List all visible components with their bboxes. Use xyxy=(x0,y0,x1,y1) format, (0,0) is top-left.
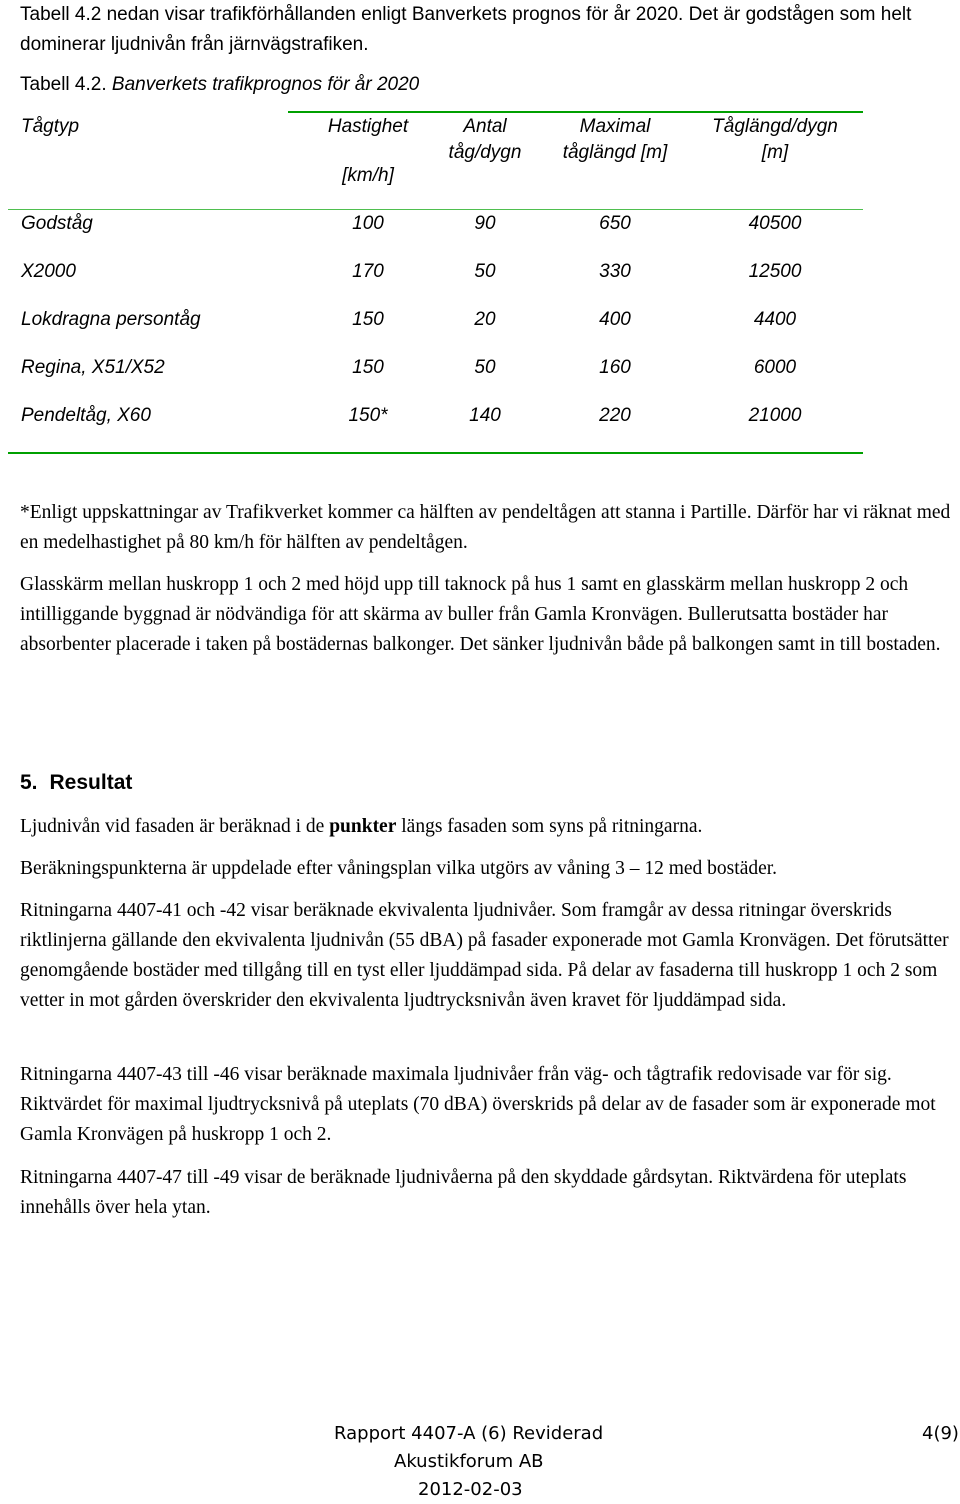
table-cell-max-length: 650 xyxy=(599,213,631,234)
table-cell-speed: 150 xyxy=(352,309,384,330)
table-caption xyxy=(20,70,419,100)
table-cell-speed: 170 xyxy=(352,261,384,282)
header-speed: Hastighet xyxy=(327,116,409,137)
results-paragraph-4: Ritningarna 4407-43 till -46 visar beräknade maximala ljudnivåer från väg- och tågtrafik redovisade var för sig. Riktvärdet för maximal ljudtrycksnivå på uteplats (70 dBA) överskrids på delar av de fasader som är exponerade mot Gamla Kronvägen på huskropp 1 och 2. xyxy=(20,1064,936,1145)
footer-company: Akustikforum AB xyxy=(394,1451,544,1472)
table-cell-total-length: 40500 xyxy=(748,213,802,234)
table-cell-count: 50 xyxy=(474,261,496,282)
table-cell-count: 50 xyxy=(474,357,496,378)
table-caption-text: Banverkets trafikprognos för år 2020 xyxy=(111,74,420,95)
table-cell-type: Regina, X51/X52 xyxy=(21,357,165,378)
header-train-type: Tågtyp xyxy=(21,116,80,137)
footer-report-id: Rapport 4407-A (6) Reviderad xyxy=(334,1423,604,1444)
footer-date: 2012-02-03 xyxy=(418,1479,523,1500)
header-max-length-line2: tåglängd [m] xyxy=(562,142,668,163)
table-bottom-rule xyxy=(8,452,863,454)
glass-screen-paragraph: Glasskärm mellan huskropp 1 och 2 med höjd upp till taknock på hus 1 samt en glasskärm mellan huskropp 2 och intilliggande byggnad är nödvändiga för att skärma av buller från Gamla Kronvägen. Bullerutsatta bostäder har absorbenter placerade i taken på bostädernas balkonger. Det sänker ljudnivån både på balkongen samt in till bostaden. xyxy=(20,574,941,655)
results-paragraph-1 xyxy=(20,812,955,842)
table-cell-type: Lokdragna persontåg xyxy=(21,309,201,330)
header-total-length-line2: [m] xyxy=(761,142,789,163)
table-cell-total-length: 12500 xyxy=(748,261,802,282)
results-p1-start: Ljudnivån vid fasaden är beräknad i de xyxy=(20,816,330,837)
page-number: 4(9) xyxy=(922,1423,959,1444)
table-cell-type: Pendeltåg, X60 xyxy=(21,405,151,426)
section-title: Resultat xyxy=(49,771,133,794)
table-cell-total-length: 6000 xyxy=(753,357,797,378)
results-paragraph-5: Ritningarna 4407-47 till -49 visar de beräknade ljudnivåerna på den skyddade gårdsytan. Riktvärdena för uteplats innehålls över hela ytan. xyxy=(20,1167,907,1218)
table-cell-count: 140 xyxy=(469,405,501,426)
section-number: 5. xyxy=(20,771,38,794)
header-total-length: Tåglängd/dygn xyxy=(712,116,838,137)
table-cell-speed: 150* xyxy=(348,405,388,426)
header-count-line2: tåg/dygn xyxy=(448,142,522,163)
table-cell-speed: 150 xyxy=(352,357,384,378)
table-footnote: *Enligt uppskattningar av Trafikverket kommer ca hälften av pendeltågen att stanna i Partille. Därför har vi räknat med en medelhastighet på 80 km/h för hälften av pendeltågen. xyxy=(20,502,951,553)
header-max-length: Maximal xyxy=(579,116,651,137)
table-cell-total-length: 21000 xyxy=(748,405,802,426)
results-p1-bold: punkter xyxy=(329,816,397,837)
results-p1-end: längs fasaden som syns på ritningarna. xyxy=(396,816,703,837)
table-cell-total-length: 4400 xyxy=(753,309,797,330)
intro-paragraph: Tabell 4.2 nedan visar trafikförhållanden enligt Banverkets prognos för år 2020. Det är godstågen som helt dominerar ljudnivån från järnvägstrafiken. xyxy=(20,4,912,55)
table-cell-count: 90 xyxy=(474,213,496,234)
table-cell-max-length: 330 xyxy=(599,261,631,282)
results-paragraph-3: Ritningarna 4407-41 och -42 visar beräknade ekvivalenta ljudnivåer. Som framgår av dessa ritningar överskrids riktlinjerna gällande den ekvivalenta ljudnivån (55 dBA) på fasader exponerade mot Gamla Kronvägen. Det förutsätter genomgående bostäder med tillgång till en tyst eller ljuddämpad sida. På delar av fasaderna till huskropp 1 och 2 som vetter in mot gården överskrider den ekvivalenta ljudtrycksnivån även kravet för ljuddämpad sida. xyxy=(20,900,949,1011)
section-heading xyxy=(20,769,132,797)
table-cell-count: 20 xyxy=(474,309,496,330)
table-cell-speed: 100 xyxy=(352,213,384,234)
table-top-rule xyxy=(288,111,863,113)
header-speed-unit: [km/h] xyxy=(342,165,394,186)
table-cell-max-length: 400 xyxy=(599,309,631,330)
table-header-rule xyxy=(8,209,863,210)
table-cell-type: X2000 xyxy=(21,261,76,282)
table-cell-type: Godståg xyxy=(21,213,93,234)
table-caption-number: Tabell 4.2. xyxy=(20,74,107,95)
table-cell-max-length: 220 xyxy=(599,405,631,426)
header-count: Antal xyxy=(463,116,507,137)
results-paragraph-2: Beräkningspunkterna är uppdelade efter våningsplan vilka utgörs av våning 3 – 12 med bostäder. xyxy=(20,858,778,879)
table-cell-max-length: 160 xyxy=(599,357,631,378)
